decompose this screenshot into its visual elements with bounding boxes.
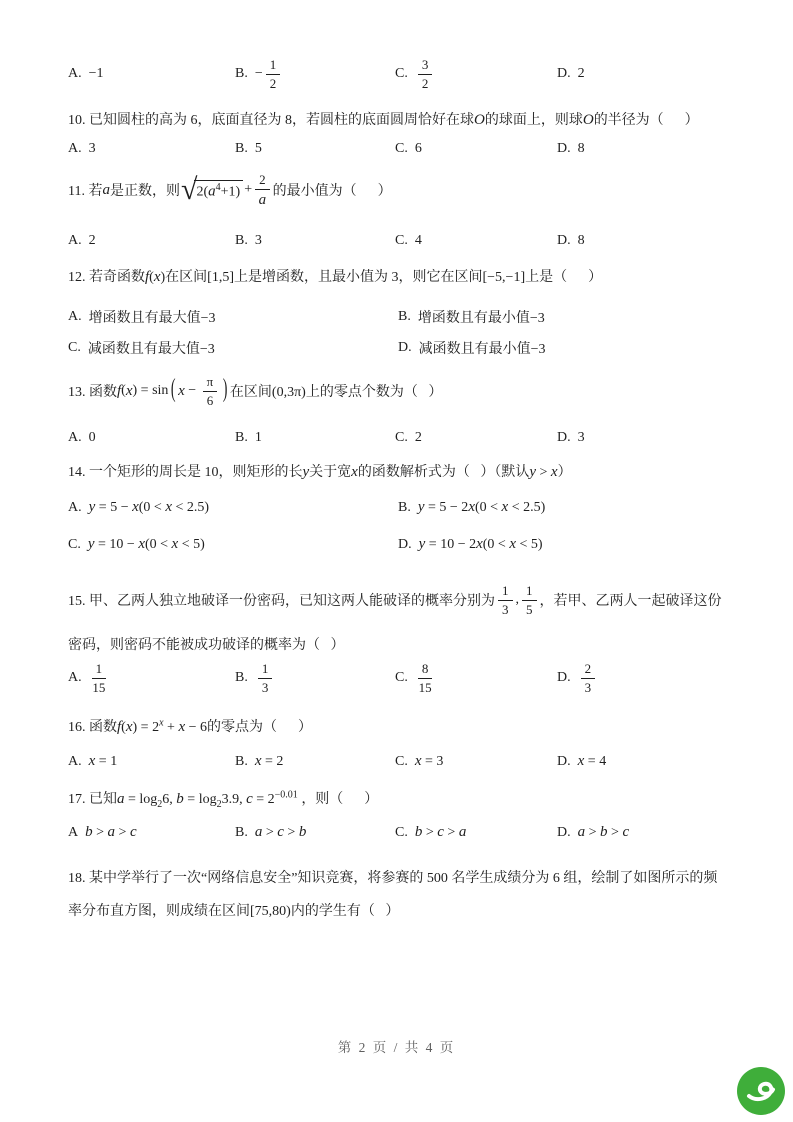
option-d [557,661,733,695]
option-c-label: C. [395,753,408,769]
option-a [68,66,235,82]
option-d [398,536,733,553]
option-d-label: D. [557,233,571,248]
option-d [557,141,733,157]
option-b-label: B. [398,499,411,515]
option-b-label: B. [235,824,248,840]
option-b-label: B. [235,753,248,769]
option-a-label: A. [68,309,82,324]
option-a [68,499,398,516]
question-16-text: 16. 函数$f(x) = 2^x + x - 6$的零点为（ ） [68,717,313,735]
option-b-label: B. [235,66,248,82]
option-b-value: y = 5 − 2 x (0 < x < 2.5) [417,499,546,515]
option-b [235,57,395,91]
page-number-text: 第 2 页 / 共 4 页 [337,1040,456,1055]
option-c [395,661,557,695]
option-b-value: 5 [254,141,262,156]
option-a-value: 增函数且有最大值−3 [88,311,216,326]
option-c [395,824,557,841]
option-a-label: A. [68,499,82,515]
option-c-label: C. [395,824,408,840]
option-c-value: y = 10 − x (0 < x < 5) [87,536,205,552]
option-d-label: D. [557,430,571,445]
question-18-text-line2: 率分布直方图，则成绩在区间[75,80)内的学生有（ ） [68,904,400,919]
option-a-label: A. [68,430,82,445]
question-14-options-row-2 [68,536,733,553]
option-b [235,141,395,157]
question-13-text: 13. 函数 f ( x ) = sin ( x − $\frac{\pi}{6}$ ) 在区间(0,3π)上的零点个数为（ ） [68,374,443,408]
option-b-value: x = 2 [254,753,284,769]
page-footer [0,1036,793,1056]
watermark-logo-icon [736,1066,786,1116]
option-a-value: y = 5 − x (0 < x < 2.5) [88,499,210,515]
option-b [235,661,395,695]
option-b [235,430,395,446]
option-b-label: B. [235,430,248,445]
option-a-value: $\frac{1}{15}$ [92,661,106,695]
option-a-value: 0 [88,430,96,445]
option-c-label: C. [395,430,408,445]
option-a [68,141,235,157]
option-a [68,430,235,446]
option-a [68,753,235,770]
option-c [395,57,557,91]
option-c-label: C. [395,233,408,248]
option-d-value: 3 [577,430,585,445]
question-12-options-row-2 [68,338,733,358]
question-9-options-row [68,57,733,91]
option-c [395,141,557,157]
option-a-value: 3 [88,141,96,156]
option-b-value: $\frac{1}{3}$ [255,661,276,695]
option-d [398,338,733,358]
option-b-value: 3 [254,233,262,248]
option-b [398,499,733,516]
option-b-value: − $\frac{1}{2}$ [255,57,283,91]
option-d-label: D. [557,753,571,769]
option-d-value: $\frac{2}{3}$ [578,661,599,695]
option-a [68,233,235,249]
question-17-text: 17. 已知$a = \log_26$, $b = \log_23.9$, $c = 2^{-0.01}$ ，则（ ） [68,789,379,810]
option-d-value: y = 10 − 2 x (0 < x < 5) [418,536,543,552]
option-a [68,824,235,841]
option-d-value: 2 [577,66,585,82]
option-c-value: 4 [414,233,422,248]
option-c-label: C. [395,66,408,82]
option-c-label: C. [68,536,81,552]
option-b-label: B. [235,670,248,686]
option-a [68,661,235,695]
option-d [557,824,733,841]
option-d-label: D. [398,536,412,552]
question-15-options-row [68,661,733,695]
option-b-value: a > c > b [254,824,307,840]
question-12-options-row-1 [68,307,733,327]
option-a-value: 2 [88,233,96,248]
question-15-text-line1: 15. 甲、乙两人独立地破译一份密码，已知这两人能破译的概率分别为 $\frac{1}{3}$ , $\frac{1}{5}$ ，若甲、乙两人一起破译这份 [68,583,722,617]
option-d [557,753,733,770]
option-b-label: B. [235,233,248,248]
option-c [68,338,398,358]
option-c-value: 6 [414,141,422,156]
option-d-value: 减函数且有最小值−3 [418,342,546,357]
option-a-label: A. [68,141,82,156]
option-c [68,536,398,553]
option-c [395,430,557,446]
option-a-label: A. [68,753,82,769]
question-16-options-row [68,753,733,770]
option-b [235,824,395,841]
option-d [557,233,733,249]
option-a-value: b > a > c [85,824,137,840]
option-b-label: B. [235,141,248,156]
question-14-options-row-1 [68,499,733,516]
option-d-label: D. [557,66,571,82]
option-b [398,307,733,327]
option-a [68,307,398,327]
option-b-value: 1 [254,430,262,445]
question-11-options-row [68,233,733,249]
option-d-value: x = 4 [577,753,607,769]
option-b-value: 增函数且有最小值−3 [417,311,545,326]
option-c-value: $\frac{3}{2}$ [415,57,436,91]
question-10-text: 10. 已知圆柱的高为 6，底面直径为 8，若圆柱的底面圆周恰好在球O的球面上，则球O的半径为（ ） [68,112,699,128]
option-d-value: 8 [577,141,585,156]
question-13-options-row [68,430,733,446]
question-14-text: 14. 一个矩形的周长是 10，则矩形的长y关于宽x的函数解析式为（ ）（默认y > x） [68,464,572,480]
option-a-label: A. [68,66,82,82]
option-c-value: 减函数且有最大值−3 [87,342,215,357]
option-d-label: D. [557,670,571,686]
question-12-text: 12. 若奇函数f(x)在区间[1,5]上是增函数，且最小值为 3，则它在区间[−5,−1]上是（ ） [68,269,603,285]
option-b [235,753,395,770]
option-a-label: A [68,824,79,840]
question-18-text-line1: 18. 某中学举行了一次“网络信息安全”知识竞赛，将参赛的 500 名学生成绩分为 6 组，绘制了如图所示的频 [68,871,718,886]
option-a-value: x = 1 [88,753,118,769]
option-c-label: C. [68,340,81,355]
option-b-label: B. [398,309,411,324]
option-c-value: b > c > a [414,824,467,840]
option-d-value: 8 [577,233,585,248]
question-10-options-row [68,141,733,157]
option-d-label: D. [557,141,571,156]
option-a-label: A. [68,670,82,686]
option-b [235,233,395,249]
option-d [557,430,733,446]
option-c [395,233,557,249]
option-d-value: a > b > c [577,824,630,840]
option-a-label: A. [68,233,82,248]
option-c-value: 2 [414,430,422,445]
option-d-label: D. [398,340,412,355]
option-c-value: x = 3 [414,753,444,769]
question-17-options-row [68,824,733,841]
option-c-label: C. [395,141,408,156]
option-d [557,66,733,82]
option-a-value: −1 [88,66,104,82]
option-c-label: C. [395,670,408,686]
option-d-label: D. [557,824,571,840]
question-11-text: 11. 若 a 是正数，则 √ $2(a^4+1)$ + $\frac{2}{a}$ 的最小值为（ ） [68,172,392,208]
option-c [395,753,557,770]
option-c-value: $\frac{8}{15}$ [418,661,432,695]
question-15-text-line2: 密码，则密码不能被成功破译的概率为（ ） [68,638,345,653]
